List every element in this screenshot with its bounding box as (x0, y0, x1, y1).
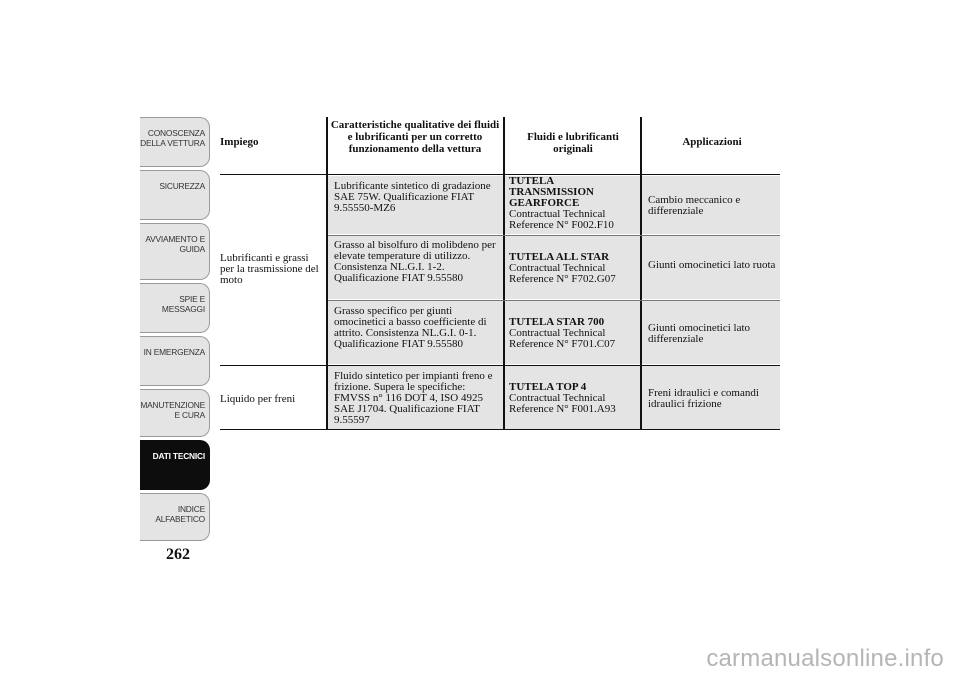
watermark: carmanualsonline.info (706, 645, 944, 672)
tab-conoscenza-della-vettura[interactable] (140, 117, 210, 167)
tab-indice-alfabetico[interactable] (140, 493, 210, 541)
row-1-fluidi (509, 176, 639, 231)
header-caratteristiche: Caratteristiche qualitative dei fluidi e lubrificanti per un corretto funzionamento della vettura (330, 119, 500, 155)
row-2-fluidi (509, 252, 639, 285)
fluids-table (220, 117, 780, 430)
tab-label: INDICE ALFABETICO (155, 504, 205, 524)
tab-label: AVVIAMENTO E GUIDA (145, 234, 205, 254)
tab-spie-e-messaggi[interactable] (140, 283, 210, 333)
header-rule (220, 174, 780, 175)
row-4-product-name: TUTELA TOP 4 (509, 381, 587, 393)
row-2-applicazioni: Giunti omocinetici lato ruota (648, 259, 776, 271)
group-label-trasmissione: Lubrificanti e grassi per la trasmissione del moto (220, 252, 319, 286)
row-rule (328, 235, 780, 236)
table-bottom-rule (220, 429, 780, 430)
row-2-reference: Contractual Technical Reference N° F702.G07 (509, 262, 616, 285)
row-3-reference: Contractual Technical Reference N° F701.C07 (509, 327, 616, 350)
row-4-reference: Contractual Technical Reference N° F001.A93 (509, 392, 616, 415)
tab-label: SICUREZZA (159, 181, 205, 191)
row-3-fluidi (509, 317, 639, 350)
tab-label: IN EMERGENZA (143, 347, 205, 357)
page-number: 262 (166, 546, 190, 563)
row-1-reference: Contractual Technical Reference N° F002.F10 (509, 208, 614, 231)
row-2-caratteristiche: Grasso al bisolfuro di molibdeno per elevate temperature di utilizzo. Consistenza NL.G.I. 1-2. Qualificazione FIAT 9.55580 (334, 239, 496, 284)
tab-label: MANUTENZIONE E CURA (140, 400, 205, 420)
tab-label: DATI TECNICI (152, 451, 205, 461)
tab-label: SPIE E MESSAGGI (161, 294, 205, 314)
tab-in-emergenza[interactable] (140, 336, 210, 386)
row-rule (220, 365, 780, 366)
row-1-caratteristiche: Lubrificante sintetico di gradazione SAE 75W. Qualificazione FIAT 9.55550-MZ6 (334, 180, 491, 214)
group-label-freni: Liquido per freni (220, 393, 296, 405)
tab-avviamento-e-guida[interactable] (140, 223, 210, 280)
row-4-caratteristiche: Fluido sintetico per impianti freno e frizione. Supera le specifiche: FMVSS n° 116 DOT 4, ISO 4925 SAE J1704. Qualificazione FIAT 9.55597 (334, 370, 493, 426)
row-1-applicazioni: Cambio meccanico e differenziale (648, 194, 741, 217)
row-4-applicazioni: Freni idraulici e comandi idraulici frizione (648, 387, 759, 410)
row-3-caratteristiche: Grasso specifico per giunti omocinetici a basso coefficiente di attrito. Consistenza NL.G.I. 0-1. Qualificazione FIAT 9.55580 (334, 305, 487, 350)
header-impiego: Impiego (220, 136, 259, 148)
row-3-applicazioni: Giunti omocinetici lato differenziale (648, 322, 751, 345)
row-rule (328, 300, 780, 301)
row-3-product-name: TUTELA STAR 700 (509, 316, 605, 328)
header-fluidi: Fluidi e lubrificanti originali (527, 131, 619, 155)
tab-dati-tecnici[interactable] (140, 440, 210, 490)
tab-manutenzione-e-cura[interactable] (140, 389, 210, 437)
row-1-product-name: TUTELA TRANSMISSION GEARFORCE (509, 175, 594, 209)
tab-sicurezza[interactable] (140, 170, 210, 220)
tab-label: CONOSCENZA DELLA VETTURA (140, 128, 205, 148)
row-2-product-name: TUTELA ALL STAR (509, 251, 610, 263)
row-4-fluidi (509, 382, 639, 415)
header-applicazioni: Applicazioni (682, 136, 742, 148)
